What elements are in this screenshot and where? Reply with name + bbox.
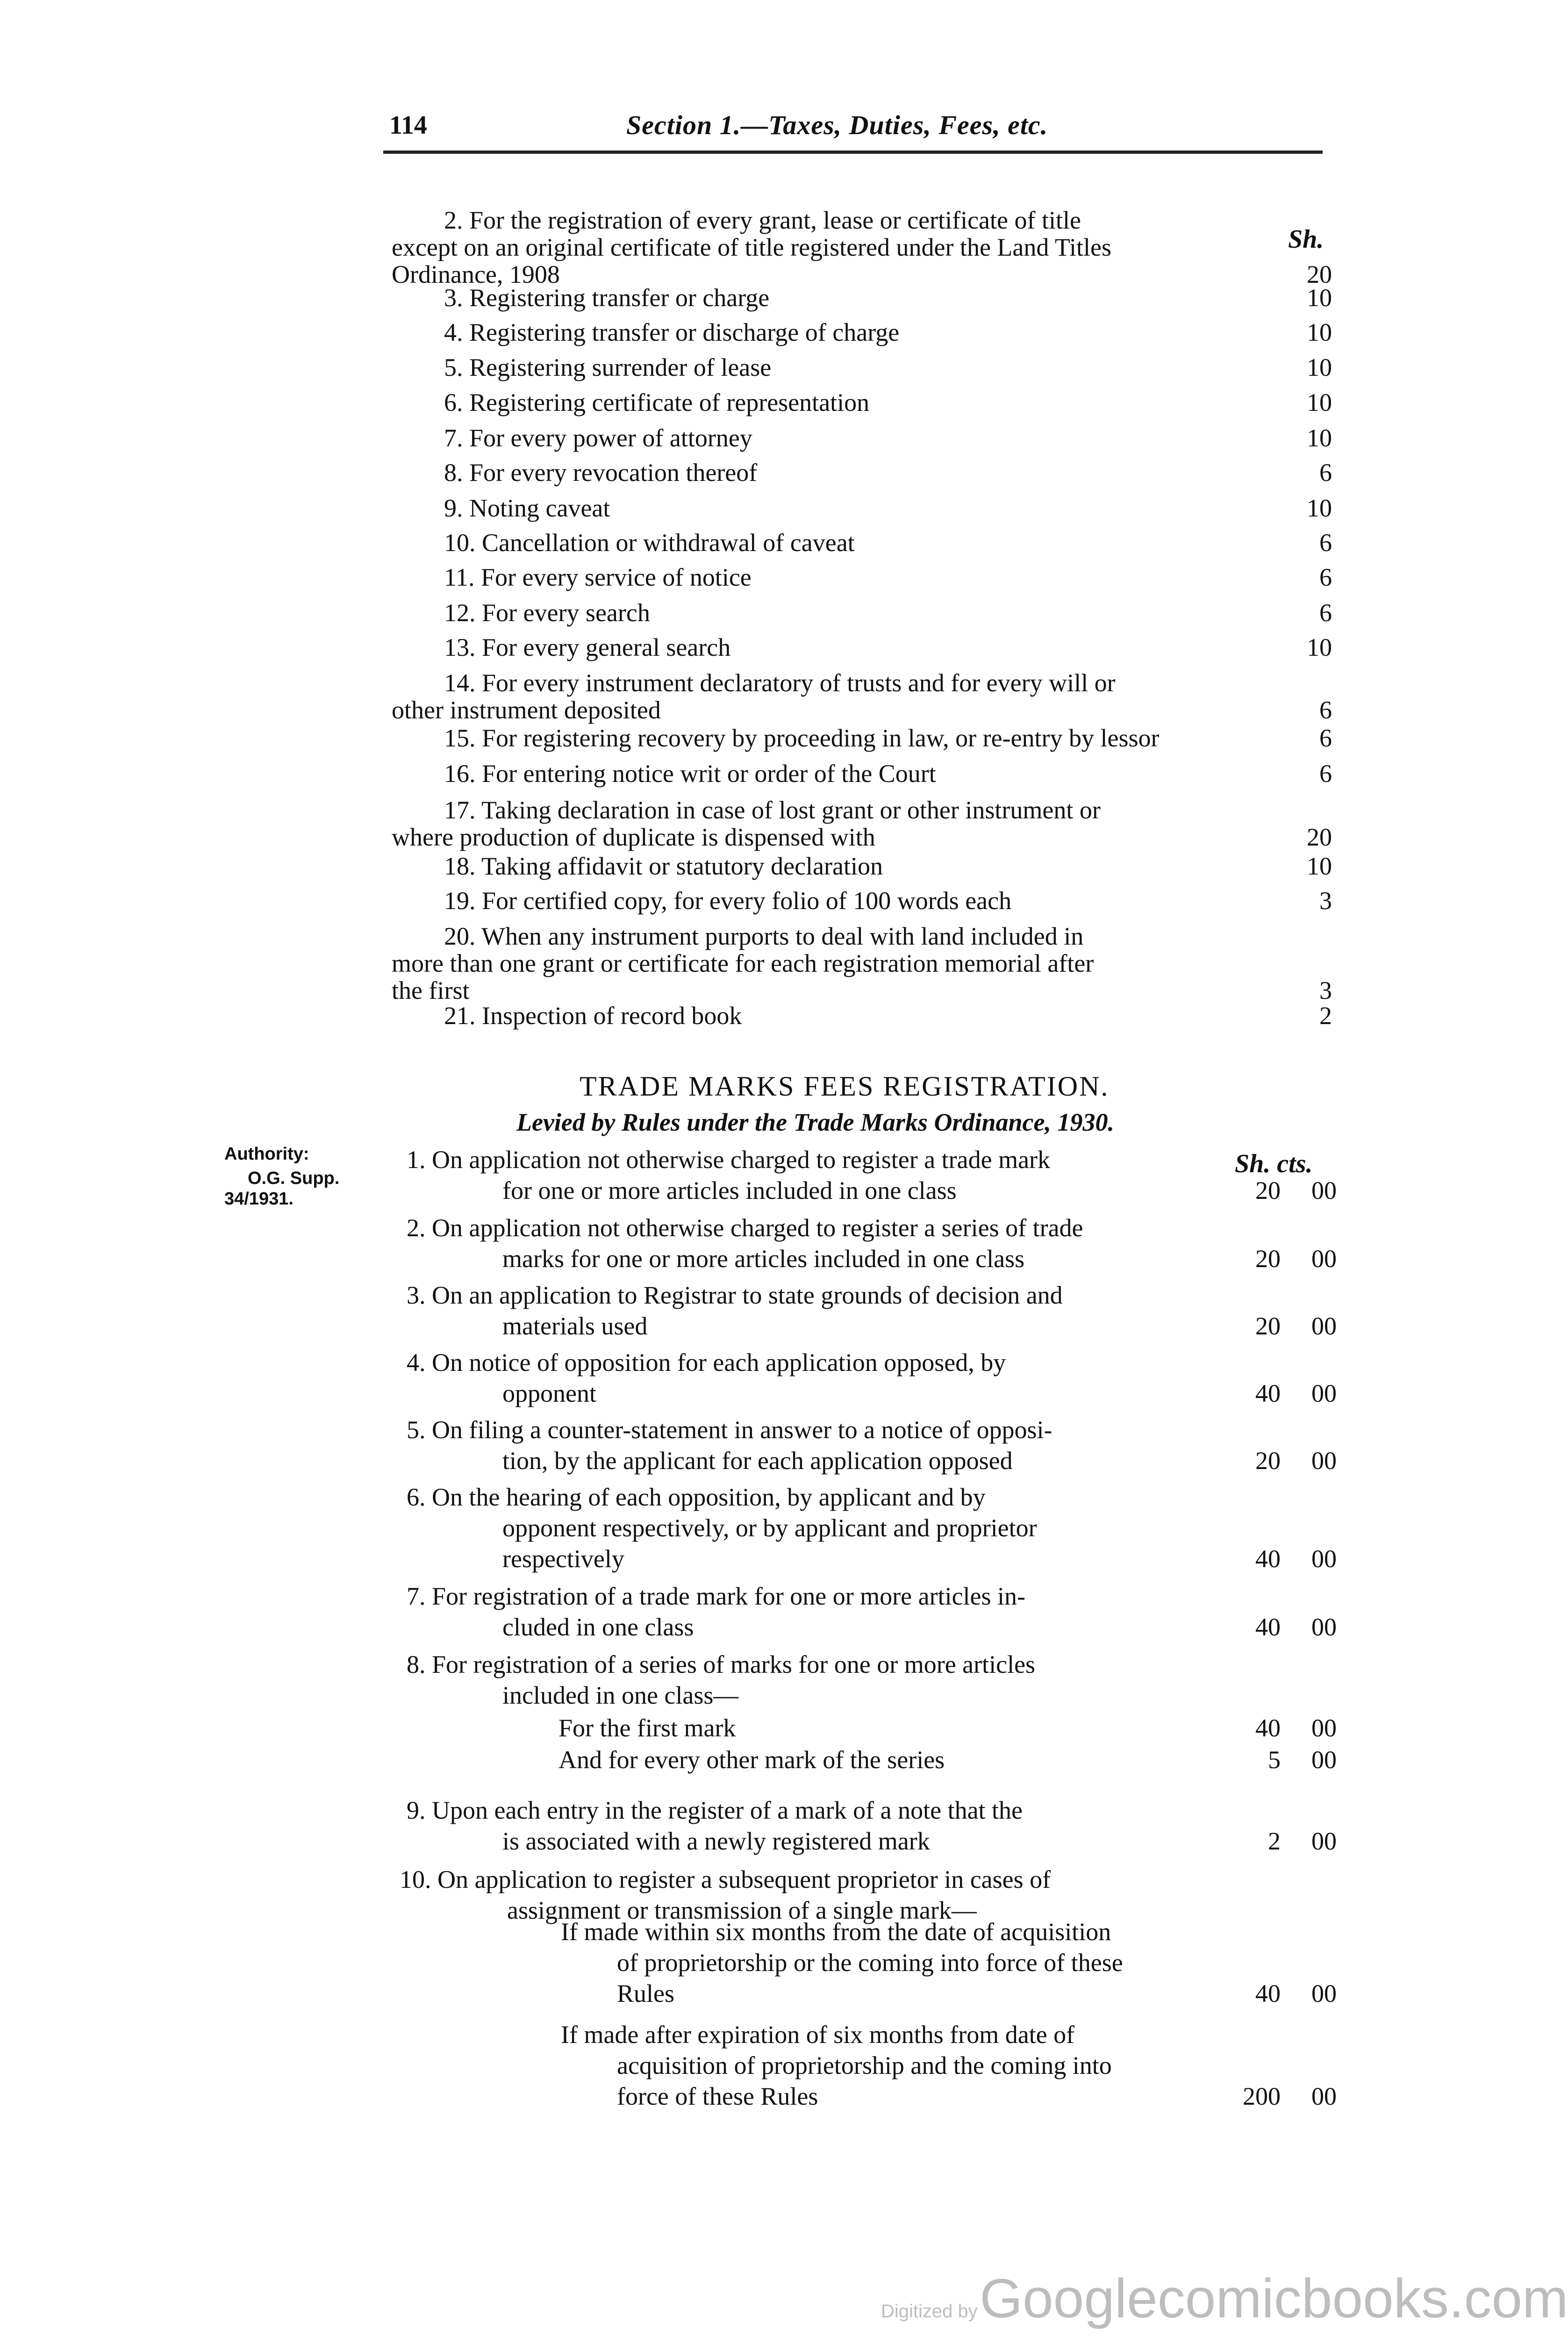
fee-amount: 6 <box>1319 529 1332 557</box>
authority-label: Authority: <box>224 1144 309 1164</box>
fee-amount: 6 <box>1319 724 1332 752</box>
fee-cents: 00 <box>1311 1714 1337 1742</box>
fee-item-text: 20. When any instrument purports to deal with land included in <box>444 922 1084 950</box>
fee-amount: 3 <box>1319 887 1332 915</box>
trade-mark-item-text: force of these Rules <box>617 2082 818 2110</box>
fee-item-text: 4. Registering transfer or discharge of charge <box>444 318 900 346</box>
fee-item-text: Ordinance, 1908 <box>392 260 560 288</box>
fee-item-text: 11. For every service of notice <box>444 563 752 591</box>
section-subtitle: Levied by Rules under the Trade Marks Ordinance, 1930. <box>516 1108 1114 1136</box>
fee-amount: 10 <box>1307 852 1332 880</box>
trade-mark-item-text: 2. On application not otherwise charged to register a series of trade <box>407 1214 1083 1242</box>
fee-amount: 10 <box>1307 388 1332 416</box>
unit-heading: Sh. <box>1288 225 1324 254</box>
section-title: TRADE MARKS FEES REGISTRATION. <box>580 1071 1110 1102</box>
fee-item-text: 15. For registering recovery by proceeding in law, or re-entry by lessor <box>444 724 1160 752</box>
fee-amount: 10 <box>1307 633 1332 661</box>
fee-amount: 6 <box>1319 563 1332 591</box>
fee-cents: 00 <box>1311 1979 1337 2007</box>
fee-shillings: 40 <box>1255 1714 1281 1742</box>
trade-mark-item-text: 8. For registration of a series of marks for one or more articles <box>407 1650 1036 1678</box>
fee-cents: 00 <box>1311 1827 1337 1855</box>
trade-mark-item-text: 4. On notice of opposition for each application opposed, by <box>407 1348 1006 1376</box>
fee-item-text: 9. Noting caveat <box>444 494 610 522</box>
fee-amount: 10 <box>1307 284 1332 312</box>
fee-item-text: 7. For every power of attorney <box>444 424 752 452</box>
trade-mark-item-text: for one or more articles included in one class <box>502 1176 957 1204</box>
fee-cents: 00 <box>1311 1613 1337 1641</box>
fee-cents: 00 <box>1311 1176 1337 1204</box>
trade-mark-item-text: marks for one or more articles included in one class <box>502 1245 1025 1273</box>
units-heading: Sh. cts. <box>1235 1149 1313 1178</box>
fee-item-text: 8. For every revocation thereof <box>444 459 758 487</box>
fee-cents: 00 <box>1311 1746 1337 1774</box>
fee-cents: 00 <box>1311 1245 1337 1273</box>
fee-amount: 20 <box>1307 260 1332 288</box>
trade-mark-item-text: respectively <box>502 1545 624 1573</box>
digitized-by: Digitized by <box>881 2301 978 2322</box>
fee-item-text: 12. For every search <box>444 599 650 627</box>
trade-mark-item-text: materials used <box>502 1312 648 1340</box>
fee-shillings: 2 <box>1268 1827 1281 1855</box>
fee-item-text: 5. Registering surrender of lease <box>444 353 772 381</box>
fee-item-text: 14. For every instrument declaratory of trusts and for every will or <box>444 669 1116 697</box>
trade-mark-item-text: opponent respectively, or by applicant and proprietor <box>502 1514 1037 1542</box>
fee-shillings: 40 <box>1255 1613 1281 1641</box>
digitized-watermark <box>881 2267 1568 2330</box>
trade-mark-item-text: 6. On the hearing of each opposition, by applicant and by <box>407 1483 986 1511</box>
fee-item-text: 13. For every general search <box>444 633 731 661</box>
fee-cents: 00 <box>1311 1545 1337 1573</box>
fee-item-text: 19. For certified copy, for every folio of 100 words each <box>444 887 1012 915</box>
trade-mark-item-text: Rules <box>617 1979 675 2007</box>
fee-item-text: 16. For entering notice writ or order of the Court <box>444 760 936 788</box>
trade-mark-item-text: If made after expiration of six months from date of <box>561 2021 1075 2049</box>
fee-cents: 00 <box>1311 2082 1337 2110</box>
trade-mark-item-text: 9. Upon each entry in the register of a mark of a note that the <box>407 1796 1023 1824</box>
fee-item-text: 10. Cancellation or withdrawal of caveat <box>444 529 855 557</box>
fee-amount: 3 <box>1319 976 1332 1004</box>
fee-shillings: 40 <box>1255 1379 1281 1407</box>
fee-amount: 6 <box>1319 760 1332 788</box>
fee-amount: 10 <box>1307 353 1332 381</box>
fee-shillings: 5 <box>1268 1746 1281 1774</box>
authority-gazette: O.G. Supp. <box>248 1168 340 1188</box>
trade-mark-item-text: tion, by the applicant for each application opposed <box>502 1447 1013 1475</box>
fee-shillings: 40 <box>1255 1545 1281 1573</box>
trade-mark-item-text: 7. For registration of a trade mark for one or more articles in- <box>407 1582 1026 1610</box>
fee-amount: 2 <box>1319 1002 1332 1030</box>
fee-item-text: except on an original certificate of title registered under the Land Titles <box>392 233 1111 261</box>
fee-shillings: 20 <box>1255 1312 1281 1340</box>
fee-shillings: 20 <box>1255 1447 1281 1475</box>
fee-item-text: where production of duplicate is dispensed with <box>392 823 875 851</box>
trade-mark-item-text: acquisition of proprietorship and the coming into <box>617 2051 1112 2079</box>
fee-amount: 10 <box>1307 424 1332 452</box>
trade-mark-item-text: of proprietorship or the coming into force of these <box>617 1949 1123 1977</box>
fee-amount: 6 <box>1319 696 1332 724</box>
fee-cents: 00 <box>1311 1379 1337 1407</box>
fee-shillings: 200 <box>1243 2082 1281 2110</box>
fee-item-text: the first <box>392 976 470 1004</box>
fee-item-text: 6. Registering certificate of representation <box>444 388 870 416</box>
trade-mark-item-text: 10. On application to register a subsequent proprietor in cases of <box>400 1865 1051 1893</box>
fee-amount: 10 <box>1307 494 1332 522</box>
authority-number: 34/1931. <box>224 1189 294 1209</box>
fee-item-text: more than one grant or certificate for each registration memorial after <box>392 949 1094 977</box>
trade-mark-item-text: assignment or transmission of a single mark— <box>507 1896 977 1924</box>
fee-item-text: other instrument deposited <box>392 696 661 724</box>
fee-cents: 00 <box>1311 1447 1337 1475</box>
running-head: Section 1.—Taxes, Duties, Fees, etc. <box>626 110 1048 140</box>
trade-mark-item-text: If made within six months from the date of acquisition <box>561 1918 1111 1946</box>
page-number: 114 <box>389 111 427 140</box>
fee-shillings: 20 <box>1255 1176 1281 1204</box>
fee-cents: 00 <box>1311 1312 1337 1340</box>
fee-amount: 20 <box>1307 823 1332 851</box>
trade-mark-item-text: And for every other mark of the series <box>558 1746 945 1774</box>
fee-item-text: 17. Taking declaration in case of lost grant or other instrument or <box>444 796 1101 824</box>
brand-watermark: Googlecomicbooks.com <box>980 2268 1568 2330</box>
trade-mark-item-text: 5. On filing a counter-statement in answer to a notice of opposi- <box>407 1416 1052 1444</box>
fee-amount: 10 <box>1307 318 1332 346</box>
trade-mark-item-text: For the first mark <box>558 1714 736 1742</box>
trade-mark-item-text: included in one class— <box>502 1681 739 1709</box>
trade-mark-item-text: 1. On application not otherwise charged to register a trade mark <box>407 1146 1051 1174</box>
fee-item-text: 18. Taking affidavit or statutory declaration <box>444 852 883 880</box>
fee-shillings: 40 <box>1255 1979 1281 2007</box>
fee-shillings: 20 <box>1255 1245 1281 1273</box>
trade-mark-item-text: is associated with a newly registered mark <box>502 1827 930 1855</box>
trade-mark-item-text: opponent <box>502 1379 596 1407</box>
fee-amount: 6 <box>1319 599 1332 627</box>
trade-mark-item-text: cluded in one class <box>502 1613 694 1641</box>
trade-mark-item-text: 3. On an application to Registrar to state grounds of decision and <box>407 1281 1063 1309</box>
fee-item-text: 21. Inspection of record book <box>444 1002 742 1030</box>
fee-amount: 6 <box>1319 459 1332 487</box>
fee-item-text: 2. For the registration of every grant, lease or certificate of title <box>444 206 1081 234</box>
header-rule <box>383 151 1323 154</box>
fee-item-text: 3. Registering transfer or charge <box>444 284 770 312</box>
